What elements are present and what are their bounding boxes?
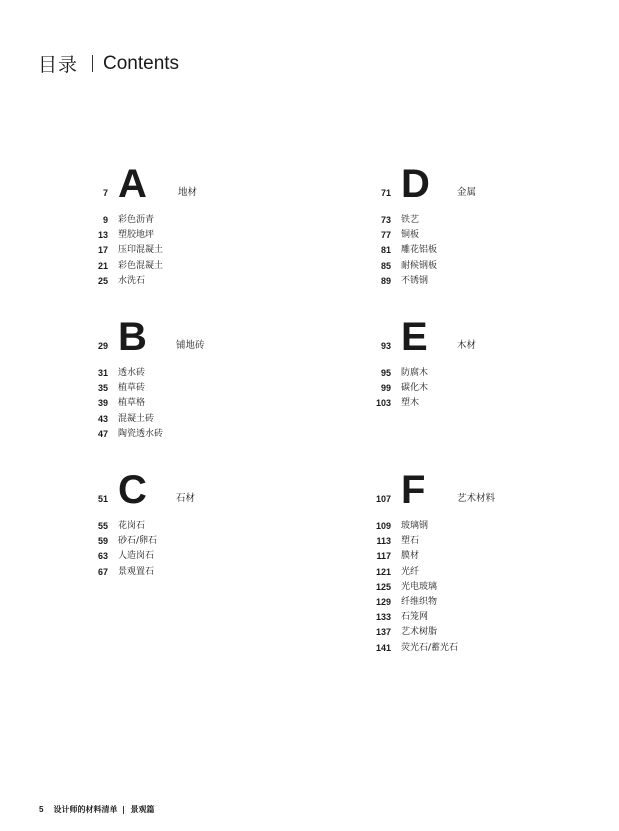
- section-heading: [367, 313, 567, 359]
- section-letter: A: [118, 162, 146, 206]
- entry-name: 荧光石/蓄光石: [401, 642, 459, 653]
- entry-name: 纤维织物: [401, 596, 438, 607]
- entry-page-number: 59: [97, 536, 108, 547]
- entry-page-number: 95: [380, 368, 391, 378]
- entry-page-number: 9: [102, 215, 108, 225]
- section-title: 铺地砖: [176, 340, 205, 351]
- entry-page-number: 99: [380, 383, 391, 394]
- entry-page-number: 89: [380, 275, 391, 286]
- entry-page-number: 43: [97, 413, 108, 424]
- section-letter: E: [401, 315, 427, 359]
- section-page-number: 29: [97, 341, 108, 351]
- entry-page-number: 17: [97, 245, 108, 256]
- entry-page-number: 39: [97, 398, 108, 409]
- page-header: [38, 50, 179, 77]
- entry-page-number: 113: [376, 536, 391, 547]
- section-title: 地材: [178, 187, 198, 198]
- entry-name: 植草砖: [118, 383, 146, 394]
- entry-name: 景观置石: [118, 566, 155, 577]
- entry-name: 人造岗石: [118, 551, 155, 562]
- entry-page-number: 63: [97, 551, 108, 562]
- entry-page-number: 47: [97, 428, 108, 439]
- entry-page-number: 77: [380, 230, 391, 241]
- entry-page-number: 35: [97, 383, 108, 394]
- entry-page-number: 129: [375, 596, 391, 607]
- section-page-number: 7: [102, 188, 108, 198]
- toc-section-a: [84, 160, 284, 286]
- entry-name: 塑木: [401, 398, 420, 409]
- section-heading: [84, 160, 284, 206]
- entry-page-number: 31: [97, 368, 108, 378]
- section-page-number: 93: [380, 341, 391, 351]
- section-title: 木材: [457, 340, 477, 351]
- section-letter: C: [118, 468, 146, 512]
- page-footer: [39, 804, 154, 815]
- entry-name: 防腐木: [401, 368, 429, 378]
- entry-name: 砂石/卵石: [118, 536, 158, 547]
- toc-section-d: [367, 160, 567, 286]
- toc-section-b: [84, 313, 284, 439]
- entry-name: 透水砖: [118, 368, 146, 378]
- entry-name: 塑石: [401, 536, 420, 547]
- entry-page-number: 13: [97, 230, 108, 241]
- entry-name: 石笼网: [401, 612, 429, 623]
- section-title: 石材: [176, 493, 196, 504]
- entry-name: 雕花铝板: [401, 245, 438, 256]
- entry-name: 碳化木: [401, 383, 429, 394]
- entry-name: 玻璃钢: [401, 521, 429, 531]
- footer-divider: [123, 806, 124, 814]
- entry-page-number: 73: [380, 215, 391, 225]
- section-title: 金属: [457, 187, 477, 198]
- entry-page-number: 55: [97, 521, 108, 531]
- entry-name: 陶瓷透水砖: [118, 428, 164, 439]
- title-english: Contents: [103, 52, 180, 74]
- entry-name: 不锈钢: [401, 275, 429, 286]
- entry-name: 耐候钢板: [401, 260, 438, 271]
- entry-page-number: 103: [375, 398, 391, 409]
- section-title: 艺术材料: [457, 493, 496, 504]
- entry-name: 光纤: [401, 566, 420, 577]
- toc-section-c: [84, 466, 284, 577]
- footer-volume: 景观篇: [130, 805, 155, 814]
- entry-page-number: 125: [375, 581, 391, 592]
- section-letter: B: [118, 315, 146, 359]
- title-divider: [92, 55, 93, 72]
- entry-name: 膜材: [401, 551, 420, 562]
- section-heading: [367, 160, 567, 206]
- entry-name: 铁艺: [401, 215, 420, 225]
- entry-page-number: 117: [376, 551, 391, 562]
- toc-section-e: [367, 313, 567, 409]
- title-chinese: 目录: [38, 54, 79, 76]
- entry-page-number: 141: [375, 642, 391, 653]
- entry-page-number: 67: [97, 566, 108, 577]
- entry-page-number: 25: [97, 275, 108, 286]
- entry-name: 彩色沥青: [118, 215, 155, 225]
- entry-name: 塑胶地坪: [118, 230, 155, 241]
- entry-name: 艺术树脂: [401, 627, 438, 638]
- entry-page-number: 133: [375, 612, 391, 623]
- footer-book-title: 设计师的材料清单: [53, 805, 118, 814]
- section-page-number: 71: [380, 188, 391, 198]
- entry-page-number: 121: [375, 566, 391, 577]
- section-page-number: 107: [375, 494, 391, 504]
- entry-name: 光电玻璃: [401, 581, 438, 592]
- entry-page-number: 21: [97, 260, 108, 271]
- entry-name: 铜板: [401, 230, 420, 241]
- toc-section-f: [367, 466, 567, 653]
- entry-name: 植草格: [118, 398, 146, 409]
- footer-page-number: 5: [39, 805, 44, 814]
- entry-page-number: 85: [380, 260, 391, 271]
- section-heading: [367, 466, 567, 512]
- entry-name: 水洗石: [118, 275, 146, 286]
- entry-page-number: 81: [380, 245, 391, 256]
- entry-name: 混凝土砖: [118, 413, 155, 424]
- entry-name: 彩色混凝土: [118, 260, 164, 271]
- section-letter: D: [401, 162, 429, 206]
- entry-name: 花岗石: [118, 521, 146, 531]
- section-letter: F: [401, 468, 425, 512]
- entry-page-number: 137: [375, 627, 391, 638]
- entry-name: 压印混凝土: [118, 245, 164, 256]
- section-page-number: 51: [97, 494, 108, 504]
- section-heading: [84, 466, 284, 512]
- section-heading: [84, 313, 284, 359]
- entry-page-number: 109: [375, 521, 391, 531]
